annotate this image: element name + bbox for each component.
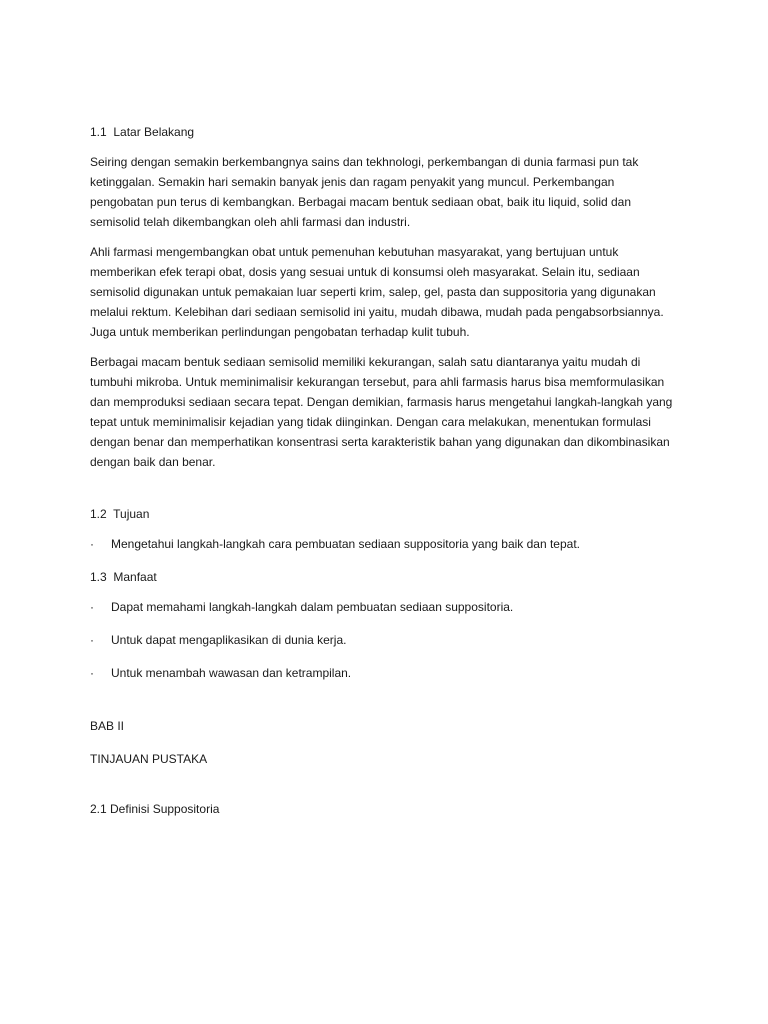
bullet-icon: · bbox=[90, 633, 94, 647]
list-item-text: Dapat memahami langkah-langkah dalam pembuatan sediaan suppositoria. bbox=[111, 600, 514, 614]
spacer bbox=[90, 482, 680, 504]
list-item bbox=[90, 630, 680, 650]
paragraph: Seiring dengan semakin berkembangnya sains dan tekhnologi, perkembangan di dunia farmasi pun tak ketinggalan. Semakin hari semakin banyak jenis dan ragam penyakit yang muncul. Perkembangan pengobatan pun terus di kembangkan. Berbagai macam bentuk sediaan obat, baik itu liquid, solid dan semisolid telah dikembangkan oleh ahli farmasi dan industri. bbox=[90, 155, 639, 229]
spacer bbox=[90, 779, 680, 799]
section-heading-2-1: 2.1 Definisi Suppositoria bbox=[90, 802, 220, 816]
paragraph: Berbagai macam bentuk sediaan semisolid memiliki kekurangan, salah satu diantaranya yaitu mudah di tumbuhi mikroba. Untuk meminimalisir kekurangan tersebut, para ahli farmasis harus bisa memformulasikan dan memproduksi sediaan secara tepat. Dengan demikian, farmasis harus mengetahui langkah-langkah yang tepat untuk meminimalisir kejadian yang tidak diinginkan. Dengan cara melakukan, menentukan formulasi dengan benar dan memperhatikan konsentrasi serta karakteristik bahan yang digunakan dan dikombinasikan dengan baik dan benar. bbox=[90, 355, 673, 469]
bullet-icon: · bbox=[90, 537, 94, 551]
list-item bbox=[90, 597, 680, 617]
list-item-text: Untuk menambah wawasan dan ketrampilan. bbox=[111, 666, 352, 680]
paragraph: Ahli farmasi mengembangkan obat untuk pemenuhan kebutuhan masyarakat, yang bertujuan untuk memberikan efek terapi obat, dosis yang sesuai untuk di konsumsi oleh masyarakat. Selain itu, sediaan semisolid digunakan untuk pemakaian luar seperti krim, salep, gel, pasta dan suppositoria yang digunakan melalui rektum. Kelebihan dari sediaan semisolid ini yaitu, mudah dibawa, mudah pada pengabsorbsiannya. Juga untuk memberikan perlindungan pengobatan terhadap kulit tubuh. bbox=[90, 245, 664, 339]
spacer bbox=[90, 696, 680, 716]
section-heading-1-3: 1.3 Manfaat bbox=[90, 570, 157, 584]
list-item-text: Mengetahui langkah-langkah cara pembuatan sediaan suppositoria yang baik dan tepat. bbox=[111, 537, 580, 551]
section-heading-1-2: 1.2 Tujuan bbox=[90, 507, 150, 521]
list-item bbox=[90, 663, 680, 683]
list-item-text: Untuk dapat mengaplikasikan di dunia kerja. bbox=[111, 633, 347, 647]
list-item bbox=[90, 534, 680, 554]
chapter-label: BAB II bbox=[90, 719, 125, 733]
bullet-icon: · bbox=[90, 666, 94, 680]
document-page bbox=[90, 122, 680, 829]
chapter-title: TINJAUAN PUSTAKA bbox=[90, 752, 208, 766]
section-heading-1-1: 1.1 Latar Belakang bbox=[90, 125, 195, 139]
bullet-icon: · bbox=[90, 600, 94, 614]
